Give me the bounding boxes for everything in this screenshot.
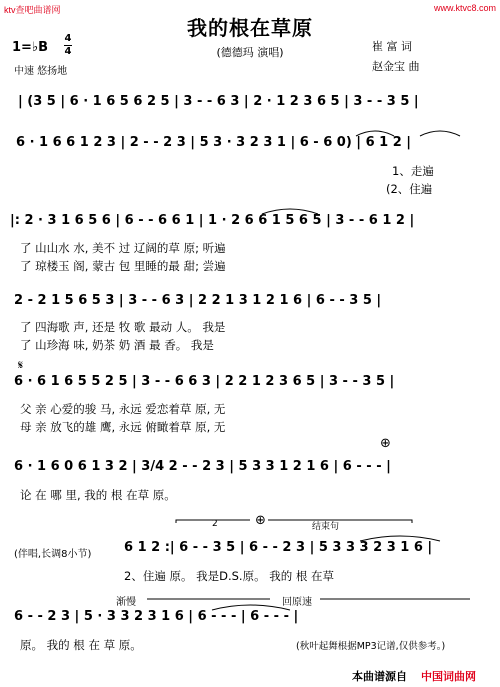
- score-row-8-notes: 6 - - 2 3 | 5 · 3 3 2 3 1 6 | 6 - - - | 6 - - - |: [14, 609, 299, 624]
- coda-sign: ⊕: [380, 436, 391, 451]
- footer-source-label: 本曲谱源自: [352, 670, 407, 683]
- segno-sign: 𝄋: [18, 358, 24, 372]
- score-row-3-notes: |: 2 · 3 1 6 5 6 | 6 - - 6 6 1 | 1 · 2 6 6 1 5 6 5 | 3 - - 6 1 2 |: [10, 213, 415, 228]
- transcription-note: (秋叶起舞根据MP3记谱,仅供参考。): [296, 641, 446, 652]
- ritardando-label: 渐慢: [116, 597, 136, 608]
- slur-row2b: [420, 131, 460, 136]
- time-sig-bottom: 4: [64, 46, 72, 57]
- score-row-1-notes: | (3 5 | 6 · 1 6 5 6 2 5 | 3 - - 6 3 | 2 · 1 2 3 6 5 | 3 - - 3 5 |: [18, 94, 419, 109]
- score-row-2-lyric-2: (2、住遍: [386, 182, 433, 196]
- score-row-6-lyric-1: 论 在 哪 里, 我的 根 在草 原。: [20, 488, 176, 502]
- slur-row2: [356, 131, 394, 136]
- score-row-4-lyric-2: 了 山珍海 味, 奶茶 奶 酒 最 香。 我是: [20, 338, 214, 352]
- key-signature: 1=♭B: [12, 40, 48, 55]
- score-row-8-lyric-1: 原。 我的 根 在 草 原。: [20, 638, 142, 652]
- time-sig-top: 4: [64, 33, 72, 44]
- tempo-marking: 中速 悠扬地: [14, 66, 68, 77]
- volta-bracket: [176, 520, 250, 523]
- song-title: 我的根在草原: [187, 16, 313, 40]
- score-row-3-lyric-2: 了 琼楼玉 阁, 蒙古 包 里睡的最 甜; 尝遍: [20, 259, 226, 273]
- score-row-5-lyric-2: 母 亲 放飞的雄 鹰, 永远 俯瞰着草 原, 无: [20, 420, 226, 434]
- footer-site-name: 中国词曲网: [421, 670, 476, 683]
- slur-row7: [360, 536, 440, 541]
- score-row-5-notes: 6 · 6 1 6 5 5 2 5 | 3 - - 6 6 3 | 2 2 1 2 3 6 5 | 3 - - 3 5 |: [14, 374, 395, 389]
- score-row-7-lyric-1: 2、住遍 原。 我是D.S.原。 我的 根 在草: [124, 569, 335, 583]
- singer-credit: (德德玛 演唱): [216, 46, 284, 59]
- score-row-3-lyric-1: 了 山山水 水, 美不 过 辽阔的草 原; 听遍: [20, 241, 226, 255]
- slur-row8: [212, 605, 290, 610]
- accompaniment-note: (伴唱,长调8小节): [14, 549, 92, 560]
- score-row-4-lyric-1: 了 四海歌 声, 还是 牧 歌 最动 人。 我是: [20, 320, 226, 334]
- score-row-7-notes: 6 1 2 :| 6 - - 3 5 | 6 - - 2 3 | 5 3 3 3 2 3 1 6 |: [124, 540, 433, 555]
- coda-sign-2: ⊕: [255, 513, 266, 528]
- a-tempo-label: 回原速: [282, 597, 312, 608]
- composer-credit: 赵金宝 曲: [372, 60, 420, 73]
- ending-bracket: [268, 520, 412, 523]
- ending-label: 结束句: [312, 522, 340, 532]
- score-row-4-notes: 2 - 2 1 5 6 5 3 | 3 - - 6 3 | 2 2 1 3 1 2 1 6 | 6 - - 3 5 |: [14, 293, 382, 308]
- lyricist-credit: 崔 富 词: [372, 40, 412, 53]
- site-watermark-left: ktv查吧曲谱网: [4, 5, 61, 15]
- score-row-2-lyric-1: 1、走遍: [392, 164, 434, 178]
- score-row-5-lyric-1: 父 亲 心爱的骏 马, 永远 爱恋着草 原, 无: [20, 402, 226, 416]
- volta-number: 2: [212, 519, 218, 529]
- score-row-6-notes: 6 · 1 6 0 6 1 3 2 | 3/4 2 - - 2 3 | 5 3 3 1 2 1 6 | 6 - - - |: [14, 459, 391, 474]
- slur-row3: [262, 209, 318, 214]
- site-watermark-right: www.ktvc8.com: [433, 3, 496, 13]
- score-row-2-notes: 6 · 1 6 6 1 2 3 | 2 - - 2 3 | 5 3 · 3 2 3 1 | 6 - 6 0) | 6 1 2 |: [16, 135, 412, 150]
